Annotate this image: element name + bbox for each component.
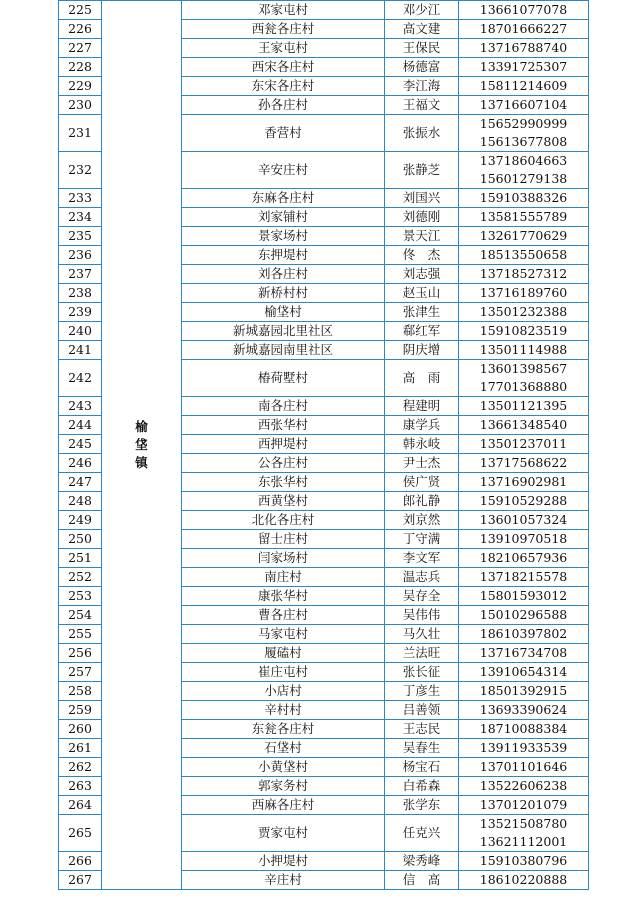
village-contact-table (58, 0, 589, 890)
phone-cell (459, 284, 589, 303)
phone-cell (459, 435, 589, 454)
row-number: 259 (59, 701, 102, 720)
phone-number: 13621112001 (479, 834, 568, 849)
village-name: 西押堤村 (182, 435, 385, 454)
phone-number: 13391725307 (479, 59, 568, 74)
phone-number: 15801593012 (479, 588, 568, 603)
row-number: 244 (59, 416, 102, 435)
phone-number: 13601398567 (479, 361, 568, 376)
phone-cell (459, 189, 589, 208)
contact-name: 高文建 (385, 20, 459, 39)
phone-cell (459, 815, 589, 852)
row-number: 239 (59, 303, 102, 322)
phone-number: 13522606238 (479, 778, 568, 793)
contact-name: 温志兵 (385, 568, 459, 587)
phone-number: 18610220888 (479, 872, 568, 887)
row-number: 231 (59, 115, 102, 152)
row-number: 242 (59, 360, 102, 397)
contact-name: 韩永岐 (385, 435, 459, 454)
village-name: 留士庄村 (182, 530, 385, 549)
contact-name: 佟 杰 (385, 246, 459, 265)
contact-name: 张学东 (385, 796, 459, 815)
phone-number: 15910380796 (479, 853, 568, 868)
village-name: 椿荷墅村 (182, 360, 385, 397)
village-name: 小黄垡村 (182, 758, 385, 777)
village-name: 康张华村 (182, 587, 385, 606)
phone-cell (459, 568, 589, 587)
phone-number: 13261770629 (479, 228, 568, 243)
phone-number: 13716788740 (479, 40, 568, 55)
contact-name: 王保民 (385, 39, 459, 58)
phone-number: 18501392915 (479, 683, 568, 698)
phone-cell (459, 644, 589, 663)
village-name: 贾家屯村 (182, 815, 385, 852)
town-name-cell (102, 1, 182, 890)
town-name-char: 榆 (135, 419, 148, 434)
village-name: 榆垡村 (182, 303, 385, 322)
row-number: 227 (59, 39, 102, 58)
village-name: 香营村 (182, 115, 385, 152)
phone-number: 13701101646 (479, 759, 568, 774)
phone-cell (459, 492, 589, 511)
phone-cell (459, 758, 589, 777)
contact-name: 景天江 (385, 227, 459, 246)
row-number: 262 (59, 758, 102, 777)
town-name-char: 镇 (135, 455, 148, 470)
village-name: 西黄垡村 (182, 492, 385, 511)
phone-number: 13601057324 (479, 512, 568, 527)
contact-name: 王志民 (385, 720, 459, 739)
contact-name: 阴庆增 (385, 341, 459, 360)
row-number: 230 (59, 96, 102, 115)
phone-cell (459, 208, 589, 227)
phone-cell (459, 58, 589, 77)
phone-number: 13701201079 (479, 797, 568, 812)
phone-cell (459, 77, 589, 96)
row-number: 250 (59, 530, 102, 549)
village-name: 崔庄屯村 (182, 663, 385, 682)
contact-name: 梁秀峰 (385, 852, 459, 871)
contact-name: 郗红军 (385, 322, 459, 341)
phone-number: 13693390624 (479, 702, 568, 717)
row-number: 255 (59, 625, 102, 644)
phone-number: 13910970518 (479, 531, 568, 546)
phone-number: 13501237011 (479, 436, 568, 451)
contact-name: 高 雨 (385, 360, 459, 397)
phone-cell (459, 606, 589, 625)
row-number: 261 (59, 739, 102, 758)
village-name: 小店村 (182, 682, 385, 701)
village-name: 石垡村 (182, 739, 385, 758)
village-name: 闫家场村 (182, 549, 385, 568)
phone-cell (459, 682, 589, 701)
phone-number: 13718215578 (479, 569, 568, 584)
phone-number: 13501232388 (479, 304, 568, 319)
contact-name: 程建明 (385, 397, 459, 416)
phone-cell (459, 796, 589, 815)
phone-cell (459, 246, 589, 265)
phone-cell (459, 720, 589, 739)
contact-name: 杨德富 (385, 58, 459, 77)
village-name: 新城嘉园北里社区 (182, 322, 385, 341)
table-row (59, 1, 589, 20)
row-number: 226 (59, 20, 102, 39)
row-number: 229 (59, 77, 102, 96)
phone-number: 13718527312 (479, 266, 568, 281)
village-name: 新桥村村 (182, 284, 385, 303)
phone-cell (459, 739, 589, 758)
phone-number: 13661077078 (479, 2, 568, 17)
village-name: 刘各庄村 (182, 265, 385, 284)
row-number: 228 (59, 58, 102, 77)
contact-name: 张振水 (385, 115, 459, 152)
village-name: 曹各庄村 (182, 606, 385, 625)
phone-cell (459, 416, 589, 435)
phone-number: 18701666227 (479, 21, 568, 36)
phone-cell (459, 152, 589, 189)
row-number: 253 (59, 587, 102, 606)
village-name: 东押堤村 (182, 246, 385, 265)
phone-number: 18210657936 (479, 550, 568, 565)
row-number: 256 (59, 644, 102, 663)
contact-name: 杨宝石 (385, 758, 459, 777)
village-name: 辛安庄村 (182, 152, 385, 189)
phone-cell (459, 96, 589, 115)
phone-number: 13521508780 (479, 816, 568, 831)
contact-name: 刘德刚 (385, 208, 459, 227)
contact-name: 刘志强 (385, 265, 459, 284)
village-name: 东宋各庄村 (182, 77, 385, 96)
village-name: 刘家铺村 (182, 208, 385, 227)
village-name: 马家屯村 (182, 625, 385, 644)
phone-number: 15910388326 (479, 190, 568, 205)
phone-number: 17701368880 (479, 379, 568, 394)
contact-name: 张静芝 (385, 152, 459, 189)
phone-cell (459, 701, 589, 720)
phone-number: 15652990999 (479, 116, 568, 131)
village-name: 西宋各庄村 (182, 58, 385, 77)
contact-name: 邓少江 (385, 1, 459, 20)
village-name: 南各庄村 (182, 397, 385, 416)
village-name: 西瓮各庄村 (182, 20, 385, 39)
row-number: 258 (59, 682, 102, 701)
phone-number: 13911933539 (479, 740, 568, 755)
phone-number: 13716189760 (479, 285, 568, 300)
contact-name: 李江海 (385, 77, 459, 96)
phone-number: 15601279138 (479, 171, 568, 186)
phone-cell (459, 587, 589, 606)
phone-number: 13718604663 (479, 153, 568, 168)
village-name: 辛村村 (182, 701, 385, 720)
contact-name: 吴伟伟 (385, 606, 459, 625)
contact-name: 郎礼静 (385, 492, 459, 511)
row-number: 267 (59, 871, 102, 890)
village-name: 公各庄村 (182, 454, 385, 473)
phone-number: 13716607104 (479, 97, 568, 112)
village-name: 孙各庄村 (182, 96, 385, 115)
phone-cell (459, 397, 589, 416)
contact-name: 吴存全 (385, 587, 459, 606)
row-number: 264 (59, 796, 102, 815)
phone-cell (459, 871, 589, 890)
phone-cell (459, 625, 589, 644)
row-number: 243 (59, 397, 102, 416)
phone-number: 13910654314 (479, 664, 568, 679)
phone-cell (459, 530, 589, 549)
row-number: 247 (59, 473, 102, 492)
phone-cell (459, 227, 589, 246)
table-body (59, 1, 589, 890)
contact-name: 兰法旺 (385, 644, 459, 663)
phone-number: 13716902981 (479, 474, 568, 489)
village-name: 邓家屯村 (182, 1, 385, 20)
contact-name: 信 高 (385, 871, 459, 890)
village-name: 辛庄村 (182, 871, 385, 890)
contact-name: 李文军 (385, 549, 459, 568)
phone-cell (459, 265, 589, 284)
village-name: 履磕村 (182, 644, 385, 663)
phone-number: 15613677808 (479, 134, 568, 149)
row-number: 225 (59, 1, 102, 20)
phone-cell (459, 511, 589, 530)
contact-name: 侯广贤 (385, 473, 459, 492)
phone-cell (459, 303, 589, 322)
village-name: 郭家务村 (182, 777, 385, 796)
village-name: 西麻各庄村 (182, 796, 385, 815)
row-number: 234 (59, 208, 102, 227)
row-number: 248 (59, 492, 102, 511)
row-number: 246 (59, 454, 102, 473)
row-number: 260 (59, 720, 102, 739)
row-number: 257 (59, 663, 102, 682)
phone-number: 15910823519 (479, 323, 568, 338)
phone-cell (459, 360, 589, 397)
phone-number: 18710088384 (479, 721, 568, 736)
contact-name: 丁彦生 (385, 682, 459, 701)
contact-name: 赵玉山 (385, 284, 459, 303)
row-number: 238 (59, 284, 102, 303)
village-name: 北化各庄村 (182, 511, 385, 530)
contact-name: 白希森 (385, 777, 459, 796)
row-number: 251 (59, 549, 102, 568)
phone-cell (459, 473, 589, 492)
phone-cell (459, 20, 589, 39)
phone-number: 13501121395 (479, 398, 568, 413)
contact-name: 吴春生 (385, 739, 459, 758)
town-name-char: 垡 (135, 437, 148, 452)
phone-cell (459, 322, 589, 341)
phone-number: 13716734708 (479, 645, 568, 660)
row-number: 235 (59, 227, 102, 246)
village-name: 景家场村 (182, 227, 385, 246)
contact-name: 丁守满 (385, 530, 459, 549)
contact-name: 马久壮 (385, 625, 459, 644)
row-number: 240 (59, 322, 102, 341)
row-number: 254 (59, 606, 102, 625)
phone-cell (459, 852, 589, 871)
row-number: 232 (59, 152, 102, 189)
contact-name: 王福文 (385, 96, 459, 115)
contact-name: 刘京然 (385, 511, 459, 530)
phone-number: 15010296588 (479, 607, 568, 622)
row-number: 236 (59, 246, 102, 265)
row-number: 252 (59, 568, 102, 587)
village-name: 东麻各庄村 (182, 189, 385, 208)
row-number: 233 (59, 189, 102, 208)
contact-name: 张长征 (385, 663, 459, 682)
contact-name: 刘国兴 (385, 189, 459, 208)
village-name: 王家屯村 (182, 39, 385, 58)
phone-number: 15910529288 (479, 493, 568, 508)
phone-number: 13581555789 (479, 209, 568, 224)
village-name: 新城嘉园南里社区 (182, 341, 385, 360)
phone-number: 13661348540 (479, 417, 568, 432)
contact-name: 吕善领 (385, 701, 459, 720)
row-number: 266 (59, 852, 102, 871)
phone-cell (459, 341, 589, 360)
row-number: 245 (59, 435, 102, 454)
village-name: 东瓮各庄村 (182, 720, 385, 739)
row-number: 263 (59, 777, 102, 796)
village-name: 小押堤村 (182, 852, 385, 871)
row-number: 241 (59, 341, 102, 360)
row-number: 249 (59, 511, 102, 530)
row-number: 265 (59, 815, 102, 852)
village-name: 东张华村 (182, 473, 385, 492)
phone-number: 13501114988 (479, 342, 568, 357)
phone-number: 13717568622 (479, 455, 568, 470)
contact-name: 张津生 (385, 303, 459, 322)
village-name: 南庄村 (182, 568, 385, 587)
phone-cell (459, 454, 589, 473)
contact-name: 尹士杰 (385, 454, 459, 473)
phone-number: 15811214609 (479, 78, 568, 93)
row-number: 237 (59, 265, 102, 284)
village-name: 西张华村 (182, 416, 385, 435)
phone-cell (459, 777, 589, 796)
phone-cell (459, 549, 589, 568)
phone-cell (459, 39, 589, 58)
phone-number: 18513550658 (479, 247, 568, 262)
phone-number: 18610397802 (479, 626, 568, 641)
contact-name: 任克兴 (385, 815, 459, 852)
phone-cell (459, 115, 589, 152)
phone-cell (459, 1, 589, 20)
contact-name: 康学兵 (385, 416, 459, 435)
phone-cell (459, 663, 589, 682)
